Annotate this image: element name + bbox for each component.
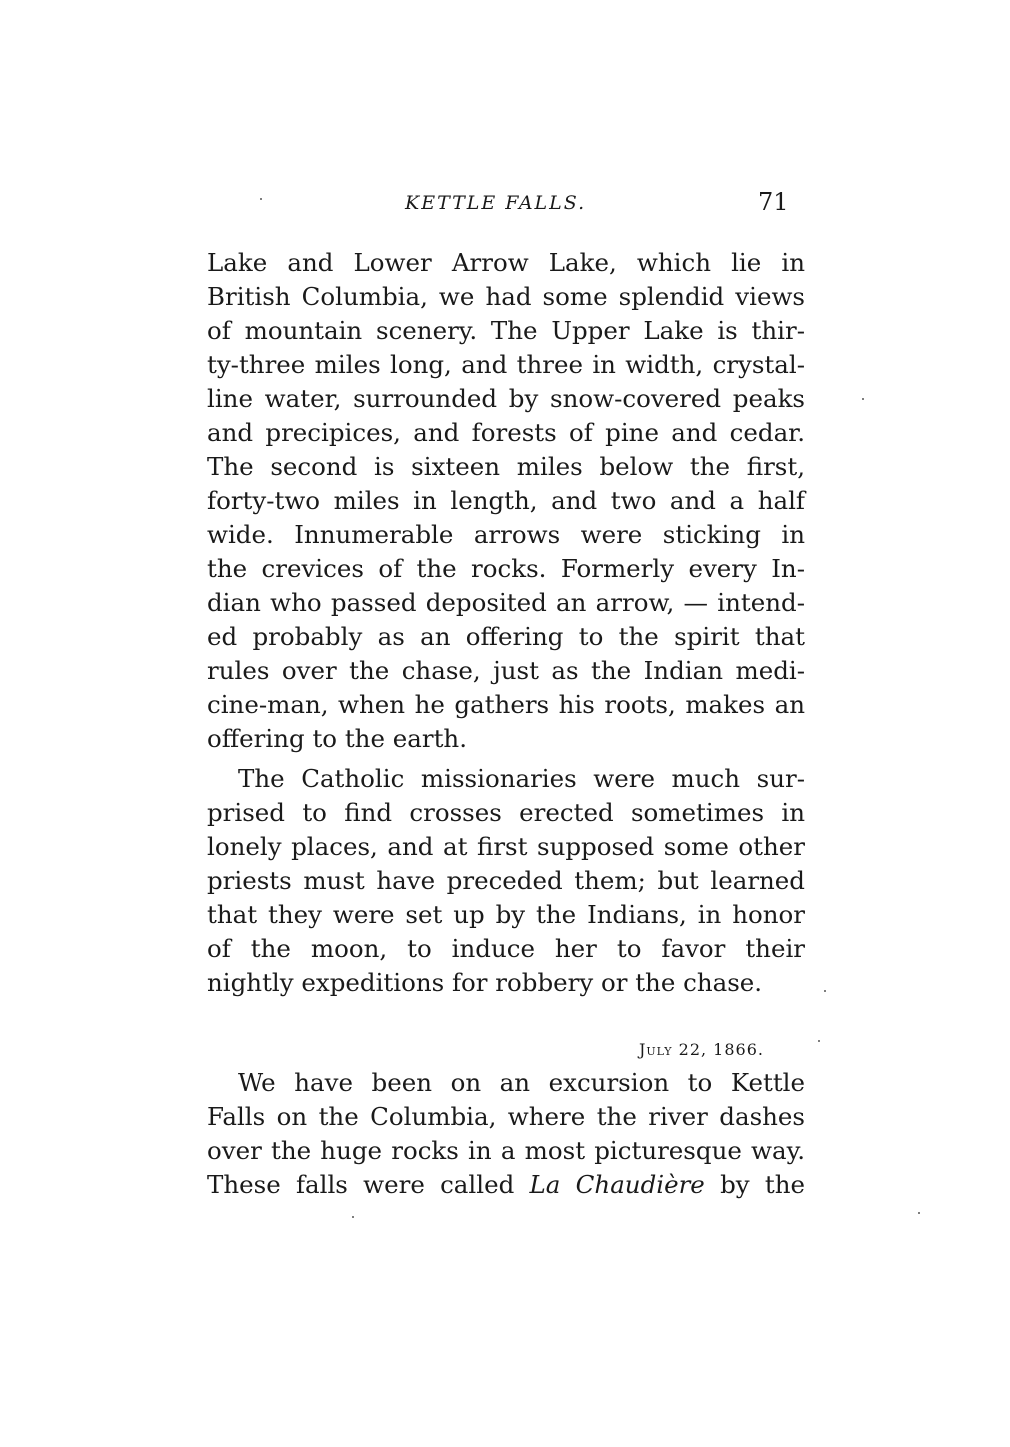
- text-line: We have been on an excursion to Kettle: [238, 1068, 805, 1097]
- running-header-title: KETTLE FALLS.: [405, 192, 587, 214]
- scan-speck: [918, 1212, 920, 1214]
- text-line: ty-three miles long, and three in width, crystal-: [207, 350, 805, 379]
- text-line: British Columbia, we had some splendid views: [207, 282, 805, 311]
- text-line: lonely places, and at first supposed some other: [207, 832, 805, 861]
- text-line: that they were set up by the Indians, in honor: [207, 900, 805, 929]
- page-number: 71: [758, 188, 789, 216]
- text-line: Lake and Lower Arrow Lake, which lie in: [207, 248, 805, 277]
- text-line: wide. Innumerable arrows were sticking in: [207, 520, 805, 549]
- text-line: Falls on the Columbia, where the river dashes: [207, 1102, 805, 1131]
- italic-phrase: La Chaudière: [529, 1170, 705, 1199]
- text-line: over the huge rocks in a most picturesque way.: [207, 1136, 805, 1165]
- text-line: of mountain scenery. The Upper Lake is thir-: [207, 316, 805, 345]
- scan-speck: [352, 1216, 354, 1218]
- text-line: the crevices of the rocks. Formerly every In-: [207, 554, 805, 583]
- text-line-mixed: [207, 1168, 805, 1202]
- text-line: prised to find crosses erected sometimes in: [207, 798, 805, 827]
- text-line: offering to the earth.: [207, 724, 467, 753]
- text-line: of the moon, to induce her to favor their: [207, 934, 805, 963]
- text-line: rules over the chase, just as the Indian medi-: [207, 656, 805, 685]
- text-line: line water, surrounded by snow-covered peaks: [207, 384, 805, 413]
- scan-speck: [818, 1040, 820, 1042]
- dateline: July 22, 1866.: [639, 1040, 764, 1059]
- text-segment: These falls were called: [207, 1170, 515, 1199]
- scan-speck: [260, 198, 262, 200]
- text-line: The second is sixteen miles below the first,: [207, 452, 805, 481]
- text-line: nightly expeditions for robbery or the chase.: [207, 968, 763, 997]
- text-line: The Catholic missionaries were much sur-: [238, 764, 805, 793]
- text-line: cine-man, when he gathers his roots, makes an: [207, 690, 805, 719]
- text-line: and precipices, and forests of pine and cedar.: [207, 418, 805, 447]
- text-segment: by the: [720, 1170, 805, 1199]
- text-line: ed probably as an offering to the spirit that: [207, 622, 805, 651]
- text-line: forty-two miles in length, and two and a half: [207, 486, 805, 515]
- scan-speck: [862, 398, 864, 400]
- text-line: dian who passed deposited an arrow, — intend-: [207, 588, 805, 617]
- text-line: priests must have preceded them; but learned: [207, 866, 805, 895]
- scan-speck: [824, 990, 826, 992]
